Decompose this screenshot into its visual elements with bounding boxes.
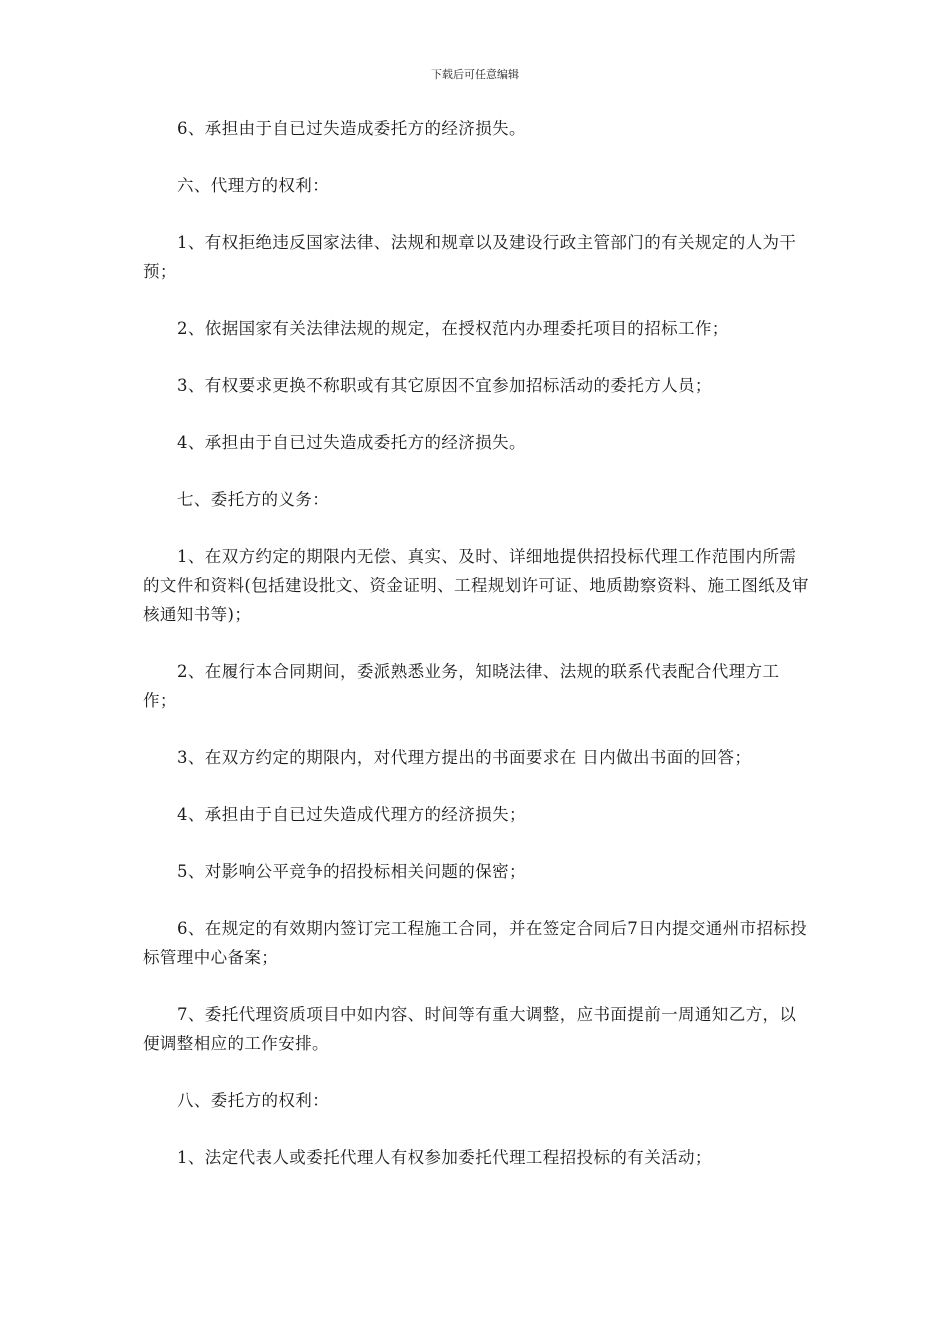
paragraph: 1、有权拒绝违反国家法律、法规和规章以及建设行政主管部门的有关规定的人为干预； [143,233,797,281]
paragraph: 2、依据国家有关法律法规的规定，在授权范内办理委托项目的招标工作； [177,319,729,338]
section-heading: 七、委托方的义务： [177,490,330,509]
paragraph: 2、在履行本合同期间，委派熟悉业务，知晓法律、法规的联系代表配合代理方工作； [143,662,780,710]
paragraph: 1、法定代表人或委托代理人有权参加委托代理工程招投标的有关活动； [177,1148,712,1167]
paragraph: 4、承担由于自已过失造成委托方的经济损失。 [177,433,526,452]
section-heading: 六、代理方的权利： [177,176,330,195]
page-header: 下载后可任意编辑 [431,68,519,81]
paragraph: 4、承担由于自已过失造成代理方的经济损失； [177,805,526,824]
paragraph: 7、委托代理资质项目中如内容、时间等有重大调整，应书面提前一周通知乙方，以便调整相应的工作安排。 [143,1005,797,1053]
section-heading: 八、委托方的权利： [177,1091,330,1110]
document-body [143,114,810,1172]
paragraph: 3、有权要求更换不称职或有其它原因不宜参加招标活动的委托方人员； [177,376,712,395]
paragraph: 5、对影响公平竞争的招投标相关问题的保密； [177,862,526,881]
paragraph: 6、在规定的有效期内签订完工程施工合同，并在签定合同后7日内提交通州市招标投标管理中心备案； [143,919,808,967]
paragraph: 1、在双方约定的期限内无偿、真实、及时、详细地提供招投标代理工作范围内所需的文件和资料(包括建设批文、资金证明、工程规划许可证、地质勘察资料、施工图纸及审核通知书等)； [143,547,809,624]
paragraph: 6、承担由于自已过失造成委托方的经济损失。 [177,119,526,138]
paragraph: 3、在双方约定的期限内，对代理方提出的书面要求在 日内做出书面的回答； [177,748,752,767]
